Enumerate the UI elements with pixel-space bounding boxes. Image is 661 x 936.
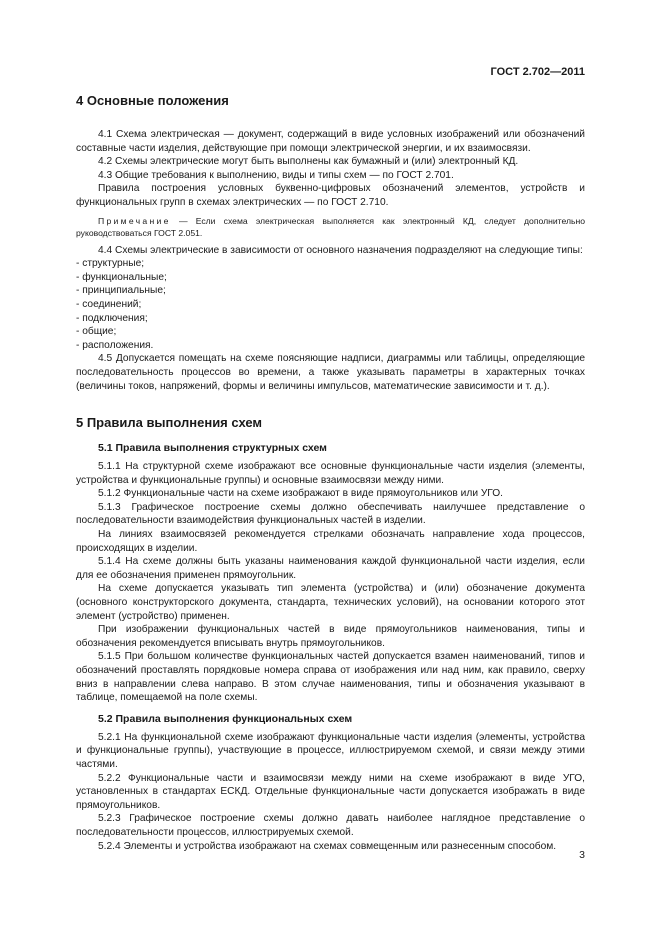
- note: [76, 215, 585, 239]
- list-item: - расположения.: [76, 339, 154, 351]
- paragraph-5-1-4-rectangles: При изображении функциональных частей в виде прямоугольников наименования, типы и обозначения рекомендуется вписывать внутрь прямоугольников.: [76, 624, 585, 649]
- list-item: - функциональные;: [76, 271, 167, 283]
- note-text: — Если схема электрическая выполняется как электронный КД, следует дополнительно руководствоваться ГОСТ 2.051.: [76, 215, 585, 238]
- section-5-title: 5 Правила выполнения схем: [76, 415, 263, 431]
- paragraph-4-5: 4.5 Допускается помещать на схеме поясняющие надписи, диаграммы или таблицы, определяющие последовательность процессов во времени, а также указывать параметры в характерных точках (величины токов, напряжений, формы и величины импульсов, математические зависимости и т. д.).: [76, 353, 585, 392]
- section-4-title: 4 Основные положения: [76, 93, 229, 108]
- paragraph-5-2-2: 5.2.2 Функциональные части и взаимосвязи между ними на схеме изображают в виде УГО, установленных в стандартах ЕСКД. Отдельные функциональные части допускается изображать в виде прямоугольников.: [76, 772, 585, 811]
- page-content: [76, 93, 585, 853]
- list-item: - принципиальные;: [76, 285, 166, 297]
- paragraph-4-3-rules: Правила построения условных буквенно-цифровых обозначений элементов, устройств и функциональных групп в схемах электрических — по ГОСТ 2.710.: [76, 183, 585, 208]
- paragraph-5-1-5: 5.1.5 При большом количестве функциональных частей допускается взамен наименований, типов и обозначений проставлять порядковые номера справа от изображения или над ним, как правило, сверху вниз в направлении слева направо. В этом случае наименования, типы и обозначения указывают в таблице, помещаемой на поле схемы.: [76, 651, 585, 704]
- paragraph-5-1-4: 5.1.4 На схеме должны быть указаны наименования каждой функциональной части изделия, если для ее обозначения применен прямоугольник.: [76, 556, 585, 581]
- paragraph-4-1: 4.1 Схема электрическая — документ, содержащий в виде условных изображений или обозначений составные части изделия, действующие при помощи электрической энергии, и их взаимосвязи.: [76, 129, 585, 154]
- note-label: Примечание: [98, 215, 171, 226]
- paragraph-4-4: 4.4 Схемы электрические в зависимости от основного назначения подразделяют на следующие типы:: [98, 244, 583, 256]
- paragraph-5-2-1: 5.2.1 На функциональной схеме изображают функциональные части изделия (элементы, устройства и функциональные группы), участвующие в процессе, иллюстрируемом схемой, и связи между этими частями.: [76, 731, 585, 770]
- subsection-5-2-title: 5.2 Правила выполнения функциональных схем: [98, 712, 353, 725]
- paragraph-5-1-4-type: На схеме допускается указывать тип элемента (устройства) и (или) обозначение документа (основного конструкторского документа, стандарта, технических условий), на основании которого этот элемент (устройство) применен.: [76, 583, 585, 622]
- list-item: - соединений;: [76, 298, 142, 310]
- paragraph-5-1-1: 5.1.1 На структурной схеме изображают все основные функциональные части изделия (элементы, устройства и функциональные группы) и основные взаимосвязи между ними.: [76, 461, 585, 486]
- paragraph-4-3: 4.3 Общие требования к выполнению, виды и типы схем — по ГОСТ 2.701.: [98, 169, 454, 181]
- paragraph-4-2: 4.2 Схемы электрические могут быть выполнены как бумажный и (или) электронный КД.: [98, 156, 519, 168]
- paragraph-5-1-2: 5.1.2 Функциональные части на схеме изображают в виде прямоугольников или УГО.: [98, 488, 504, 500]
- list-item: - структурные;: [76, 258, 145, 270]
- document-code: ГОСТ 2.702—2011: [490, 66, 585, 78]
- paragraph-5-2-4: 5.2.4 Элементы и устройства изображают на схемах совмещенным или разнесенным способом.: [98, 840, 557, 852]
- subsection-5-1-title: 5.1 Правила выполнения структурных схем: [98, 442, 327, 455]
- paragraph-5-1-3: 5.1.3 Графическое построение схемы должно обеспечивать наилучшее представление о последовательности взаимодействия функциональных частей в изделии.: [76, 501, 585, 527]
- page-number: 3: [579, 849, 585, 861]
- paragraph-5-1-3-arrows: На линиях взаимосвязей рекомендуется стрелками обозначать направление хода процессов, происходящих в изделии.: [76, 529, 585, 554]
- list-item: - подключения;: [76, 312, 148, 324]
- paragraph-5-2-3: 5.2.3 Графическое построение схемы должно давать наиболее наглядное представление о последовательности процессов, иллюстрируемых схемой.: [76, 813, 585, 838]
- list-item: - общие;: [76, 326, 117, 338]
- scheme-types-list: [76, 257, 585, 352]
